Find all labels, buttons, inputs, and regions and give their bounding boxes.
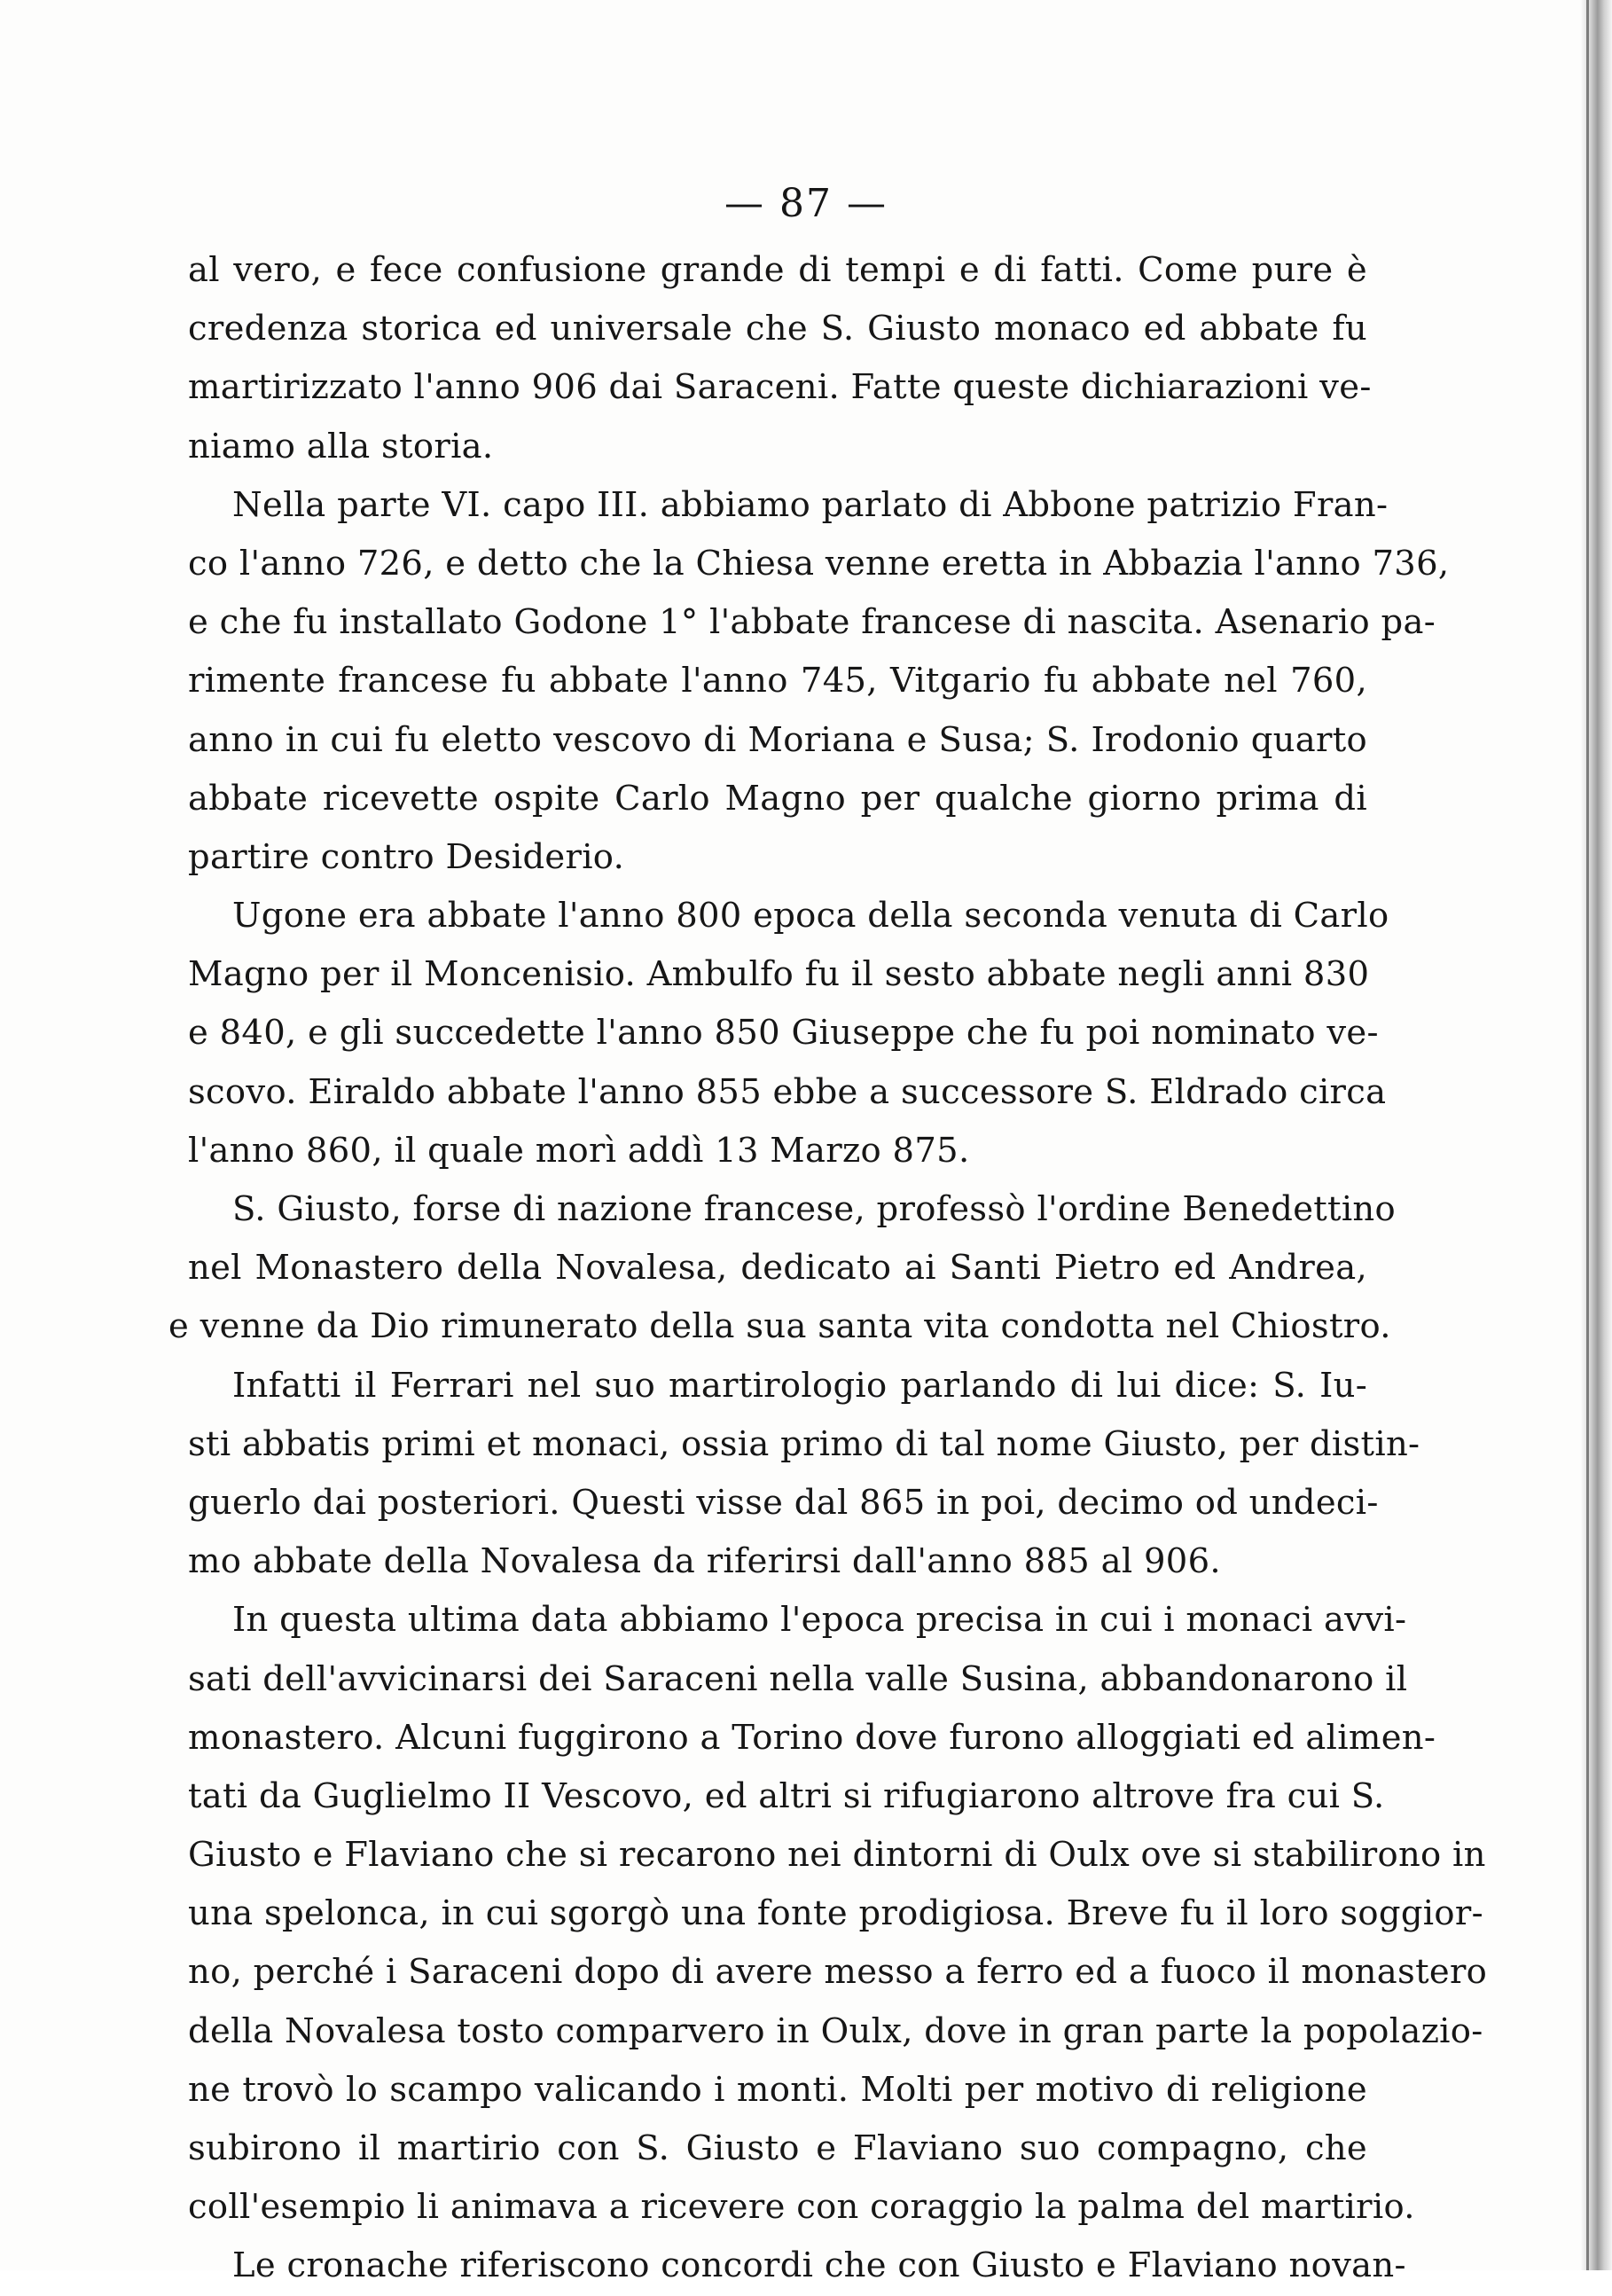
- text-line: scovo. Eiraldo abbate l'anno 855 ebbe a successore S. Eldrado circa: [188, 1071, 1387, 1112]
- text-line: partire contro Desiderio.: [188, 836, 625, 877]
- text-line: e venne da Dio rimunerato della sua santa vita condotta nel Chiostro.: [168, 1306, 1391, 1347]
- text-line: martirizzato l'anno 906 dai Saraceni. Fatte queste dichiarazioni ve-: [188, 367, 1372, 408]
- page-number: — 87 —: [724, 181, 888, 226]
- text-line: guerlo dai posteriori. Questi visse dal 865 in poi, decimo od undeci-: [188, 1482, 1379, 1523]
- text-line: In questa ultima data abbiamo l'epoca precisa in cui i monaci avvi-: [232, 1600, 1407, 1641]
- text-line: Giusto e Flaviano che si recarono nei dintorni di Oulx ove si stabilirono in: [188, 1835, 1486, 1876]
- text-line: e 840, e gli succedette l'anno 850 Giuseppe che fu poi nominato ve-: [188, 1013, 1379, 1054]
- text-line: abbate ricevette ospite Carlo Magno per qualche giorno prima di: [188, 778, 1367, 819]
- text-line: al vero, e fece confusione grande di tempi e di fatti. Come pure è: [188, 250, 1367, 290]
- text-line: Magno per il Moncenisio. Ambulfo fu il sesto abbate negli anni 830: [188, 954, 1370, 995]
- text-line: Le cronache riferiscono concordi che con Giusto e Flaviano novan-: [232, 2245, 1406, 2286]
- text-line: niamo alla storia.: [188, 426, 494, 466]
- text-line: l'anno 860, il quale morì addì 13 Marzo 875.: [188, 1130, 970, 1171]
- text-line: no, perché i Saraceni dopo di avere messo a ferro ed a fuoco il monastero: [188, 1952, 1488, 1993]
- text-line: sati dell'avvicinarsi dei Saraceni nella valle Susina, abbandonarono il: [188, 1658, 1408, 1699]
- text-line: nel Monastero della Novalesa, dedicato ai Santi Pietro ed Andrea,: [188, 1248, 1367, 1289]
- text-line: S. Giusto, forse di nazione francese, professò l'ordine Benedettino: [232, 1189, 1397, 1229]
- text-line: monastero. Alcuni fuggirono a Torino dove furono alloggiati ed alimen-: [188, 1717, 1436, 1758]
- text-line: tati da Guglielmo II Vescovo, ed altri si rifugiarono altrove fra cui S.: [188, 1775, 1385, 1816]
- text-line: ne trovò lo scampo valicando i monti. Molti per motivo di religione: [188, 2069, 1367, 2110]
- text-line: credenza storica ed universale che S. Giusto monaco ed abbate fu: [188, 309, 1367, 349]
- text-line: Nella parte VI. capo III. abbiamo parlato di Abbone patrizio Fran-: [232, 484, 1389, 525]
- binding-edge-line: [1586, 0, 1589, 2270]
- text-line: co l'anno 726, e detto che la Chiesa venne eretta in Abbazia l'anno 736,: [188, 543, 1450, 584]
- text-line: Infatti il Ferrari nel suo martirologio parlando di lui dice: S. Iu-: [232, 1365, 1367, 1406]
- text-line: coll'esempio li animava a ricevere con coraggio la palma del martirio.: [188, 2187, 1415, 2228]
- text-body: [168, 241, 1488, 2296]
- text-line: subirono il martirio con S. Giusto e Flaviano suo compagno, che: [188, 2128, 1367, 2168]
- binding-edge: [1580, 0, 1612, 2270]
- text-line: rimente francese fu abbate l'anno 745, Vitgario fu abbate nel 760,: [188, 661, 1367, 701]
- text-line: Ugone era abbate l'anno 800 epoca della seconda venuta di Carlo: [232, 896, 1389, 936]
- text-line: una spelonca, in cui sgorgò una fonte prodigiosa. Breve fu il loro soggior-: [188, 1893, 1483, 1934]
- text-line: mo abbate della Novalesa da riferirsi dall'anno 885 al 906.: [188, 1541, 1221, 1582]
- text-line: e che fu installato Godone 1° l'abbate francese di nascita. Asenario pa-: [188, 602, 1436, 643]
- text-line: sti abbatis primi et monaci, ossia primo di tal nome Giusto, per distin-: [188, 1423, 1420, 1464]
- text-line: anno in cui fu eletto vescovo di Moriana e Susa; S. Irodonio quarto: [188, 719, 1367, 760]
- text-line: della Novalesa tosto comparvero in Oulx, dove in gran parte la popolazio-: [188, 2010, 1483, 2051]
